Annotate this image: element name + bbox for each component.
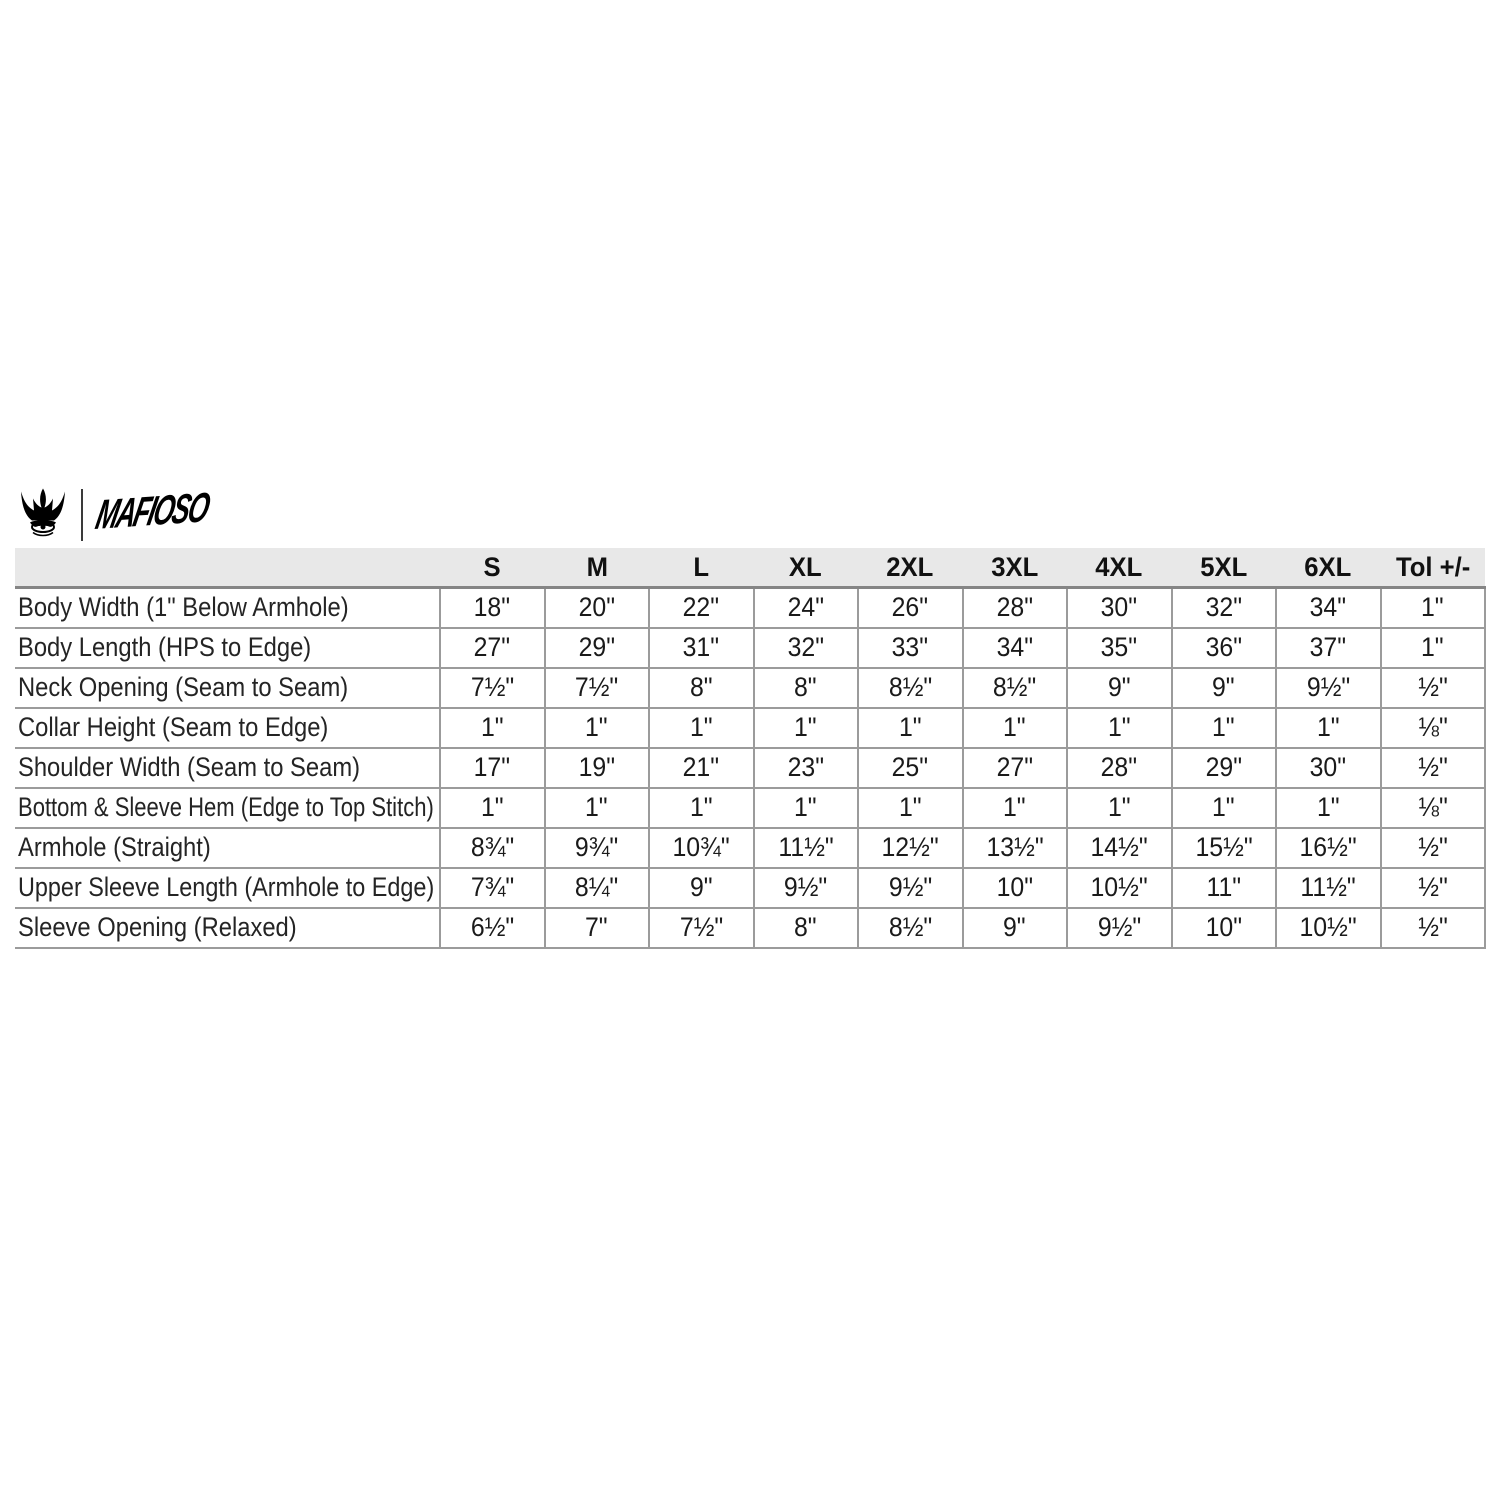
measurement-cell: 32" — [754, 628, 859, 668]
measurement-cell: 32" — [1172, 588, 1277, 628]
measurement-cell: 1" — [1172, 708, 1277, 748]
measurement-cell: 8" — [754, 668, 859, 708]
table-row — [15, 628, 1485, 668]
measurement-cell: ½" — [1381, 908, 1486, 948]
measurement-cell: ½" — [1381, 668, 1486, 708]
row-label: Bottom & Sleeve Hem (Edge to Top Stitch) — [15, 788, 440, 828]
measurement-cell: 1" — [440, 788, 545, 828]
measurement-cell: 33" — [858, 628, 963, 668]
column-header-2xl: 2XL — [858, 548, 963, 588]
measurement-cell: 30" — [1276, 748, 1381, 788]
measurement-cell: 1" — [963, 788, 1068, 828]
measurement-cell: 1" — [754, 788, 859, 828]
measurement-cell: 9½" — [1067, 908, 1172, 948]
row-label: Body Length (HPS to Edge) — [15, 628, 440, 668]
column-header-5xl: 5XL — [1172, 548, 1277, 588]
measurement-cell: 8½" — [858, 908, 963, 948]
measurement-cell: 7½" — [440, 668, 545, 708]
measurement-cell: 10½" — [1276, 908, 1381, 948]
measurement-cell: 1" — [858, 788, 963, 828]
measurement-cell: 30" — [1067, 588, 1172, 628]
measurement-cell: ½" — [1381, 868, 1486, 908]
measurement-cell: 26" — [858, 588, 963, 628]
measurement-cell: 10" — [963, 868, 1068, 908]
measurement-cell: 1" — [649, 708, 754, 748]
measurement-cell: 1" — [649, 788, 754, 828]
measurement-cell: 9" — [963, 908, 1068, 948]
measurement-cell: 6½" — [440, 908, 545, 948]
measurement-cell: ⅛" — [1381, 788, 1486, 828]
measurement-cell: 1" — [1067, 708, 1172, 748]
measurement-cell: 27" — [440, 628, 545, 668]
measurement-cell: ½" — [1381, 828, 1486, 868]
table-row — [15, 708, 1485, 748]
measurement-cell: 10½" — [1067, 868, 1172, 908]
measurement-cell: 21" — [649, 748, 754, 788]
measurement-cell: 17" — [440, 748, 545, 788]
measurement-cell: 29" — [1172, 748, 1277, 788]
measurement-cell: 11½" — [754, 828, 859, 868]
measurement-cell: 11½" — [1276, 868, 1381, 908]
measurement-cell: 20" — [545, 588, 650, 628]
measurement-cell: 1" — [1172, 788, 1277, 828]
size-chart-table — [15, 548, 1486, 949]
measurement-cell: 8¾" — [440, 828, 545, 868]
measurement-cell: 14½" — [1067, 828, 1172, 868]
table-row — [15, 588, 1485, 628]
measurement-cell: 7½" — [649, 908, 754, 948]
measurement-cell: 10" — [1172, 908, 1277, 948]
measurement-cell: 9½" — [754, 868, 859, 908]
table-row — [15, 668, 1485, 708]
row-label: Upper Sleeve Length (Armhole to Edge) — [15, 868, 440, 908]
measurement-cell: 1" — [1276, 788, 1381, 828]
measurement-cell: 1" — [1067, 788, 1172, 828]
column-header-4xl: 4XL — [1067, 548, 1172, 588]
table-row — [15, 748, 1485, 788]
row-label: Sleeve Opening (Relaxed) — [15, 908, 440, 948]
measurement-cell: ⅛" — [1381, 708, 1486, 748]
table-row — [15, 828, 1485, 868]
column-header-tol-: Tol +/- — [1381, 548, 1486, 588]
measurement-cell: 19" — [545, 748, 650, 788]
column-header-s: S — [440, 548, 545, 588]
measurement-cell: 9" — [649, 868, 754, 908]
measurement-cell: 36" — [1172, 628, 1277, 668]
measurement-cell: 31" — [649, 628, 754, 668]
column-header-l: L — [649, 548, 754, 588]
measurement-cell: 22" — [649, 588, 754, 628]
measurement-cell: 10¾" — [649, 828, 754, 868]
measurement-cell: 7¾" — [440, 868, 545, 908]
measurement-cell: 37" — [1276, 628, 1381, 668]
column-header-6xl: 6XL — [1276, 548, 1381, 588]
measurement-cell: 13½" — [963, 828, 1068, 868]
measurement-cell: 28" — [1067, 748, 1172, 788]
measurement-cell: 23" — [754, 748, 859, 788]
header-corner-cell — [15, 548, 440, 588]
measurement-cell: 28" — [963, 588, 1068, 628]
measurement-cell: 1" — [1381, 588, 1486, 628]
measurement-cell: 16½" — [1276, 828, 1381, 868]
measurement-cell: 8" — [754, 908, 859, 948]
measurement-cell: 1" — [545, 788, 650, 828]
brand-logo — [18, 484, 271, 546]
measurement-cell: 1" — [1276, 708, 1381, 748]
measurement-cell: 34" — [963, 628, 1068, 668]
measurement-cell: 29" — [545, 628, 650, 668]
measurement-cell: 8½" — [963, 668, 1068, 708]
brand-logo-text: MAFIOSO — [92, 483, 213, 538]
measurement-cell: 1" — [754, 708, 859, 748]
measurement-cell: 1" — [1381, 628, 1486, 668]
measurement-cell: 12½" — [858, 828, 963, 868]
measurement-cell: 8½" — [858, 668, 963, 708]
measurement-cell: 8¼" — [545, 868, 650, 908]
measurement-cell: 8" — [649, 668, 754, 708]
column-header-xl: XL — [754, 548, 859, 588]
table-row — [15, 788, 1485, 828]
measurement-cell: 1" — [858, 708, 963, 748]
size-chart-header-row — [15, 548, 1485, 588]
row-label: Neck Opening (Seam to Seam) — [15, 668, 440, 708]
measurement-cell: 9" — [1172, 668, 1277, 708]
row-label: Shoulder Width (Seam to Seam) — [15, 748, 440, 788]
measurement-cell: 9½" — [858, 868, 963, 908]
measurement-cell: 7" — [545, 908, 650, 948]
measurement-cell: 24" — [754, 588, 859, 628]
measurement-cell: 1" — [545, 708, 650, 748]
measurement-cell: 27" — [963, 748, 1068, 788]
measurement-cell: 9½" — [1276, 668, 1381, 708]
logo-divider — [81, 489, 83, 541]
size-chart-body — [15, 588, 1485, 948]
crown-icon — [18, 487, 68, 543]
measurement-cell: ½" — [1381, 748, 1486, 788]
column-header-m: M — [545, 548, 650, 588]
row-label: Armhole (Straight) — [15, 828, 440, 868]
measurement-cell: 9¾" — [545, 828, 650, 868]
measurement-cell: 9" — [1067, 668, 1172, 708]
table-row — [15, 868, 1485, 908]
measurement-cell: 15½" — [1172, 828, 1277, 868]
table-row — [15, 908, 1485, 948]
measurement-cell: 34" — [1276, 588, 1381, 628]
measurement-cell: 7½" — [545, 668, 650, 708]
column-header-3xl: 3XL — [963, 548, 1068, 588]
measurement-cell: 35" — [1067, 628, 1172, 668]
measurement-cell: 1" — [963, 708, 1068, 748]
row-label: Body Width (1" Below Armhole) — [15, 588, 440, 628]
measurement-cell: 18" — [440, 588, 545, 628]
measurement-cell: 25" — [858, 748, 963, 788]
measurement-cell: 1" — [440, 708, 545, 748]
row-label: Collar Height (Seam to Edge) — [15, 708, 440, 748]
measurement-cell: 11" — [1172, 868, 1277, 908]
